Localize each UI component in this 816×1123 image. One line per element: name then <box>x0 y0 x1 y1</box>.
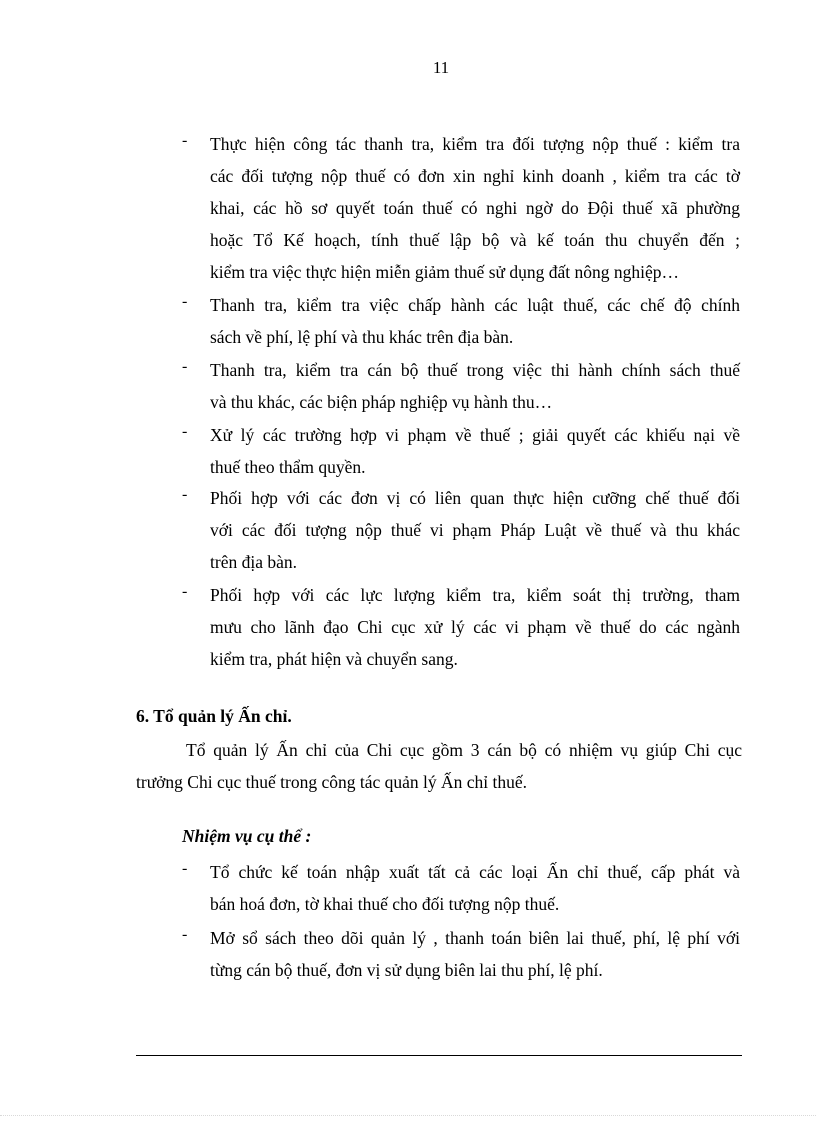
list-item-text <box>210 289 740 353</box>
bullet-dash-icon: - <box>182 423 188 440</box>
subheading: Nhiệm vụ cụ thể : <box>182 826 312 846</box>
text-line: sách về phí, lệ phí và thu khác trên địa bàn. <box>210 327 514 347</box>
text-line: Thực hiện công tác thanh tra, kiểm tra đối tượng nộp thuế : kiểm tra <box>210 134 740 154</box>
text-line: mưu cho lãnh đạo Chi cục xử lý các vi phạm về thuế do các ngành <box>210 617 740 637</box>
bullet-dash-icon: - <box>182 486 188 503</box>
text-line: hoặc Tổ Kế hoạch, tính thuế lập bộ và kế toán thu chuyển đến ; <box>210 230 740 250</box>
text-line: kiểm tra, phát hiện và chuyển sang. <box>210 649 458 669</box>
bullet-dash-icon: - <box>182 926 188 943</box>
text-line: khai, các hồ sơ quyết toán thuế có nghi ngờ do Đội thuế xã phường <box>210 198 740 218</box>
text-line: bán hoá đơn, tờ khai thuế cho đối tượng nộp thuế. <box>210 894 560 914</box>
text-line: Xử lý các trường hợp vi phạm về thuế ; giải quyết các khiếu nại về <box>210 425 740 445</box>
text-line: các đối tượng nộp thuế có đơn xin nghỉ kinh doanh , kiểm tra các tờ <box>210 166 740 186</box>
text-line: Thanh tra, kiểm tra cán bộ thuế trong việc thi hành chính sách thuế <box>210 360 740 380</box>
text-line: và thu khác, các biện pháp nghiệp vụ hành thu… <box>210 392 553 412</box>
text-line: Phối hợp với các đơn vị có liên quan thực hiện cưỡng chế thuế đối <box>210 488 740 508</box>
page-number: 11 <box>432 58 450 77</box>
section-paragraph <box>136 734 742 798</box>
text-line: trưởng Chi cục thuế trong công tác quản lý Ấn chỉ thuế. <box>136 772 528 792</box>
list-item-text <box>210 856 740 920</box>
text-line: Tổ quản lý Ấn chỉ của Chi cục gồm 3 cán bộ có nhiệm vụ giúp Chi cục <box>186 740 742 760</box>
list-item-text <box>210 482 740 578</box>
footer-rule <box>136 1055 742 1056</box>
text-line: thuế theo thẩm quyền. <box>210 457 366 477</box>
text-line: trên địa bàn. <box>210 552 297 572</box>
list-item-text <box>210 354 740 418</box>
text-line: Thanh tra, kiểm tra việc chấp hành các luật thuế, các chế độ chính <box>210 295 740 315</box>
text-line: Phối hợp với các lực lượng kiểm tra, kiểm soát thị trường, tham <box>210 585 740 605</box>
list-item-text <box>210 128 740 288</box>
text-line: Mở sổ sách theo dõi quản lý , thanh toán biên lai thuế, phí, lệ phí với <box>210 928 740 948</box>
text-line: với các đối tượng nộp thuế vi phạm Pháp Luật về thuế và thu khác <box>210 520 740 540</box>
bullet-dash-icon: - <box>182 358 188 375</box>
text-line: Tổ chức kế toán nhập xuất tất cả các loại Ấn chỉ thuế, cấp phát và <box>210 862 740 882</box>
text-line: kiểm tra việc thực hiện miễn giảm thuế sử dụng đất nông nghiệp… <box>210 262 680 282</box>
list-item-text <box>210 922 740 986</box>
bullet-dash-icon: - <box>182 132 188 149</box>
list-item-text <box>210 579 740 675</box>
list-item-text <box>210 419 740 483</box>
bullet-dash-icon: - <box>182 860 188 877</box>
page-edge-divider <box>0 1115 816 1116</box>
text-line: từng cán bộ thuế, đơn vị sử dụng biên lai thu phí, lệ phí. <box>210 960 603 980</box>
bullet-dash-icon: - <box>182 583 188 600</box>
bullet-dash-icon: - <box>182 293 188 310</box>
section-heading: 6. Tổ quản lý Ấn chỉ. <box>136 706 292 726</box>
